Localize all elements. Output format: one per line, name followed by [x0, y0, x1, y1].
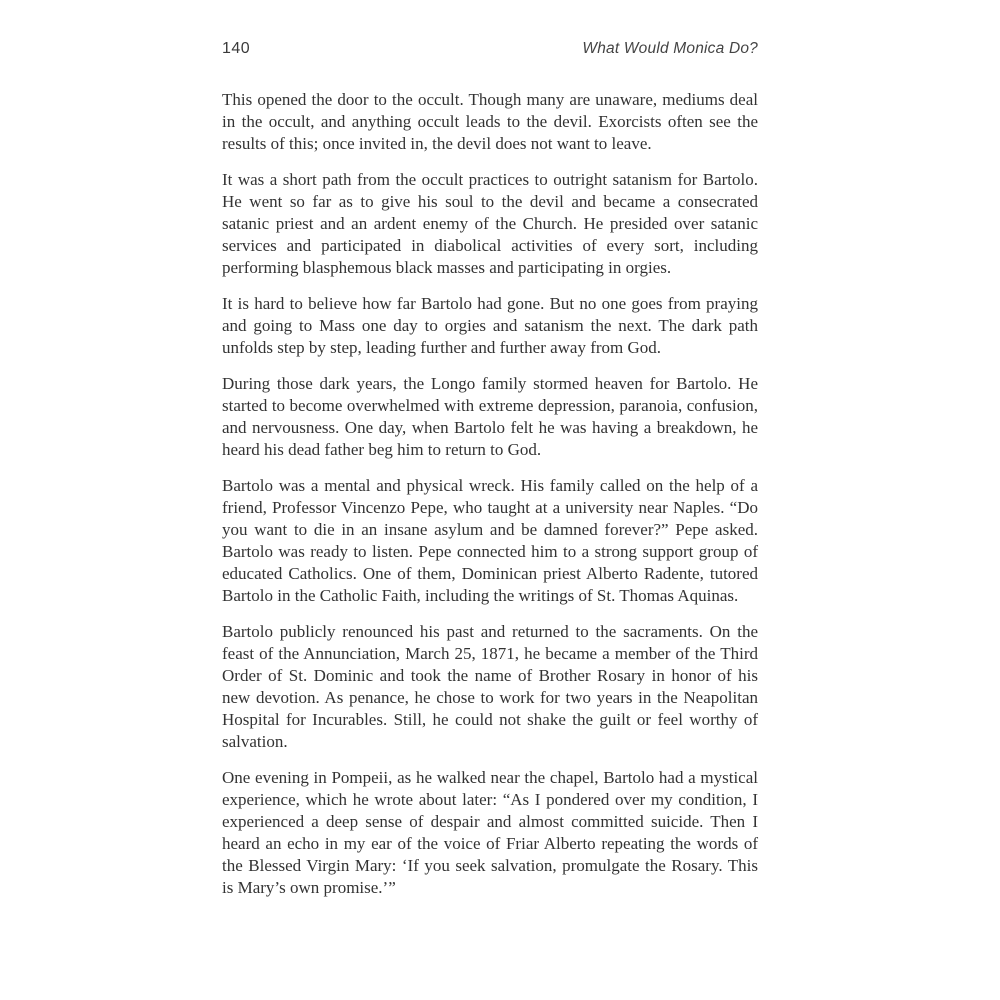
page-body	[222, 89, 758, 899]
running-header-title: What Would Monica Do?	[582, 40, 758, 57]
running-header	[222, 40, 758, 58]
body-paragraph: One evening in Pompeii, as he walked near the chapel, Bartolo had a mystical experience, which he wrote about later: “As I pondered over my condition, I experienced a deep sense of despair and almost committed suicide. Then I heard an echo in my ear of the voice of Friar Alberto repeating the words of the Blessed Virgin Mary: ‘If you seek salvation, promulgate the Rosary. This is Mary’s own promise.’”	[222, 768, 758, 897]
page-number: 140	[222, 40, 251, 57]
body-paragraph: It is hard to believe how far Bartolo had gone. But no one goes from praying and going to Mass one day to orgies and satanism the next. The dark path unfolds step by step, leading further and further away from God.	[222, 294, 758, 357]
body-paragraph: Bartolo publicly renounced his past and returned to the sacraments. On the feast of the Annunciation, March 25, 1871, he became a member of the Third Order of St. Dominic and took the name of Brother Rosary in honor of his new devotion. As penance, he chose to work for two years in the Neapolitan Hospital for Incurables. Still, he could not shake the guilt or feel worthy of salvation.	[222, 622, 758, 751]
body-paragraph: Bartolo was a mental and physical wreck. His family called on the help of a friend, Professor Vincenzo Pepe, who taught at a university near Naples. “Do you want to die in an insane asylum and be damned forever?” Pepe asked. Bartolo was ready to listen. Pepe connected him to a strong support group of educated Catholics. One of them, Dominican priest Alberto Radente, tutored Bartolo in the Catholic Faith, including the writings of St. Thomas Aquinas.	[222, 476, 758, 605]
body-paragraph: It was a short path from the occult practices to outright satanism for Bartolo. He went so far as to give his soul to the devil and became a consecrated satanic priest and an ardent enemy of the Church. He presided over satanic services and participated in diabolical activities of every sort, including performing blasphemous black masses and participating in orgies.	[222, 170, 758, 277]
body-paragraph: This opened the door to the occult. Though many are unaware, mediums deal in the occult, and anything occult leads to the devil. Exorcists often see the results of this; once invited in, the devil does not want to leave.	[222, 90, 758, 153]
body-paragraph: During those dark years, the Longo family stormed heaven for Bartolo. He started to become overwhelmed with extreme depression, paranoia, confusion, and nervousness. One day, when Bartolo felt he was having a breakdown, he heard his dead father beg him to return to God.	[222, 374, 758, 459]
page-content	[222, 40, 758, 899]
